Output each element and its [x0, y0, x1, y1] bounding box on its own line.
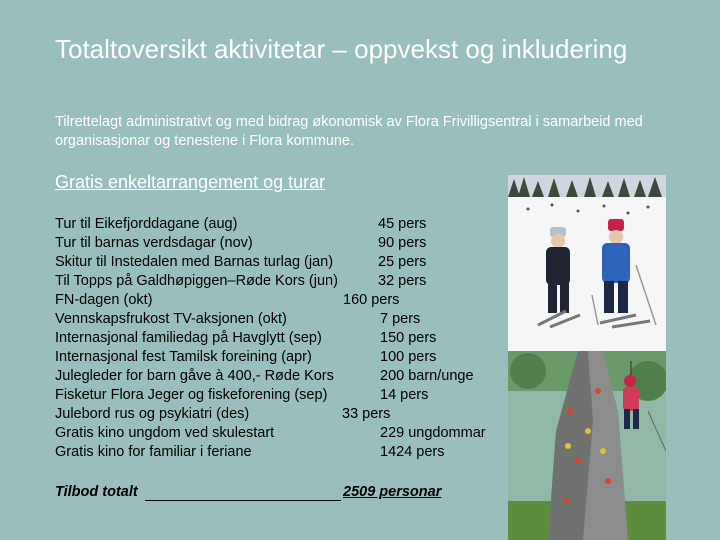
activity-count: 45 pers: [378, 216, 427, 232]
activity-name: Julegleder for barn gåve à 400,- Røde Kors: [55, 368, 334, 384]
total-label: Tilbod totalt: [55, 484, 138, 500]
activity-count: 32 pers: [378, 273, 427, 289]
activity-name: FN-dagen (okt): [55, 292, 153, 308]
activity-count: 25 pers: [378, 254, 427, 270]
total-row: [55, 484, 475, 504]
activity-row: [55, 348, 515, 367]
activity-row: [55, 310, 515, 329]
activity-row: [55, 386, 515, 405]
activity-name: Til Topps på Galdhøpiggen–Røde Kors (jun): [55, 273, 338, 289]
activity-name: Gratis kino for familiar i feriane: [55, 444, 252, 460]
activity-row: [55, 367, 515, 386]
activity-name: Vennskapsfrukost TV-aksjonen (okt): [55, 311, 287, 327]
activity-name: Tur til barnas verdsdagar (nov): [55, 235, 253, 251]
activity-row: [55, 424, 515, 443]
activity-count: 100 pers: [380, 349, 437, 365]
slide-subtitle: Tilrettelagt administrativt og med bidrag økonomisk av Flora Frivilligsentral i samarbeid med organisasjonar og tenestene i Flora kommune.: [55, 114, 643, 149]
section-heading: Gratis enkeltarrangement og turar: [55, 172, 326, 192]
slide-title: Totaltoversikt aktivitetar – oppvekst og inkludering: [55, 34, 628, 64]
activity-count: 33 pers: [342, 406, 391, 422]
activity-count: 1424 pers: [380, 444, 445, 460]
activity-name: Internasjonal familiedag på Havglytt (sep): [55, 330, 322, 346]
activity-count: 7 pers: [380, 311, 421, 327]
activity-list: [55, 215, 515, 462]
activity-name: Fisketur Flora Jeger og fiskeforening (sep): [55, 387, 328, 403]
total-value: 2509 personar: [343, 484, 442, 500]
activity-row: [55, 253, 515, 272]
activity-count: 200 barn/unge: [380, 368, 474, 384]
climbing-wall-photo: [508, 351, 666, 540]
activity-row: [55, 215, 515, 234]
activity-count: 160 pers: [343, 292, 400, 308]
activity-row: [55, 291, 515, 310]
total-underline: [145, 500, 341, 501]
activity-row: [55, 405, 515, 424]
activity-row: [55, 272, 515, 291]
activity-count: 229 ungdommar: [380, 425, 486, 441]
activity-row: [55, 443, 515, 462]
activity-name: Skitur til Instedalen med Barnas turlag (jan): [55, 254, 334, 270]
activity-count: 90 pers: [378, 235, 427, 251]
activity-row: [55, 329, 515, 348]
activity-count: 14 pers: [380, 387, 429, 403]
activity-name: Tur til Eikefjorddagane (aug): [55, 216, 238, 232]
activity-name: Internasjonal fest Tamilsk foreining (apr): [55, 349, 312, 365]
activity-row: [55, 234, 515, 253]
activity-name: Julebord rus og psykiatri (des): [55, 406, 250, 422]
skiing-children-photo: [508, 175, 666, 351]
activity-name: Gratis kino ungdom ved skulestart: [55, 425, 275, 441]
activity-count: 150 pers: [380, 330, 437, 346]
